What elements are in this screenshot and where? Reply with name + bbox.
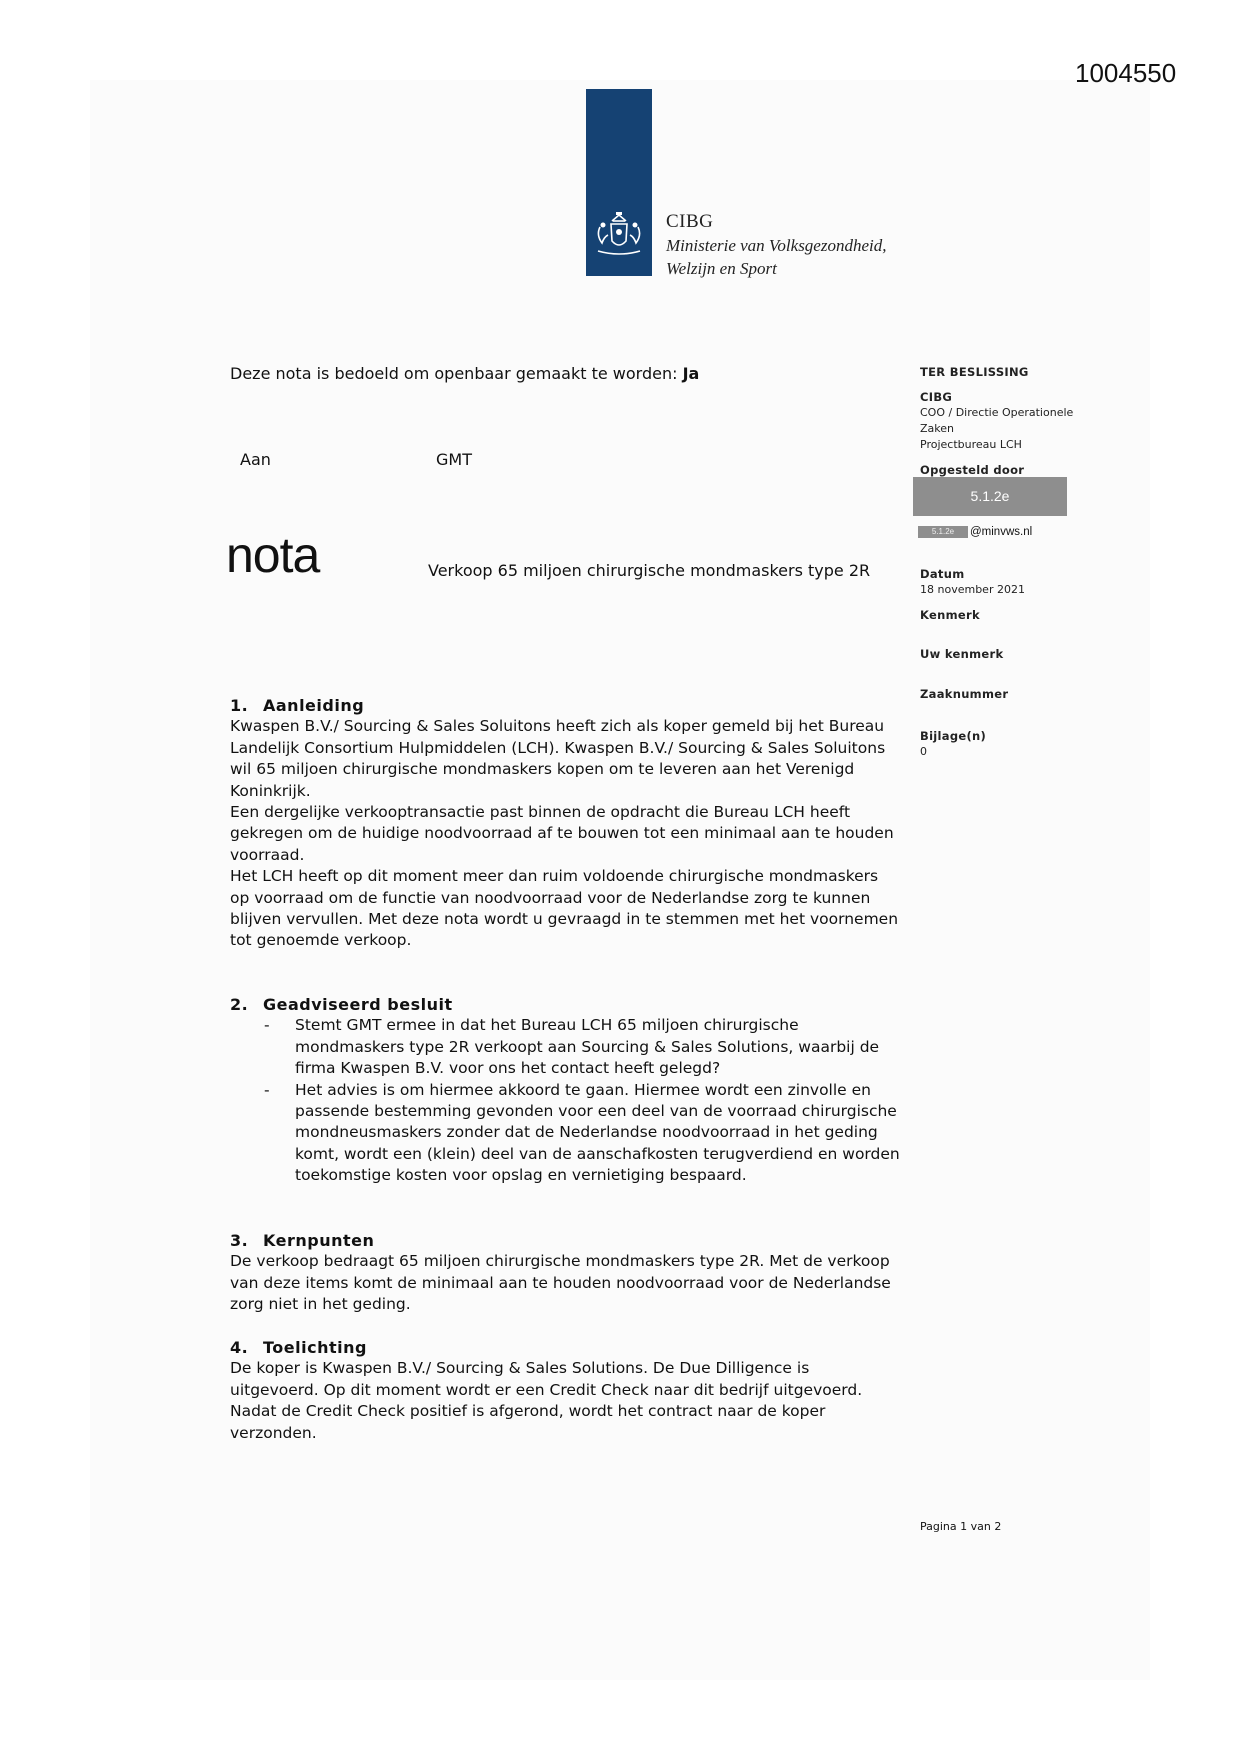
- section-heading: [230, 1230, 900, 1251]
- organisation-line: Projectbureau LCH: [920, 438, 1022, 451]
- datum-value: 18 november 2021: [920, 583, 1025, 596]
- organisation-block: [920, 389, 1073, 453]
- paragraph: Een dergelijke verkooptransactie past binnen de opdracht die Bureau LCH heeft gekregen om de huidige noodvoorraad af te bouwen tot een minimaal aan te houden voorraad.: [230, 803, 894, 864]
- subject-line: Verkoop 65 miljoen chirurgische mondmaskers type 2R: [428, 561, 871, 580]
- logo-ministry-line1: Ministerie van Volksgezondheid,: [666, 236, 887, 255]
- paragraph: Het LCH heeft op dit moment meer dan ruim voldoende chirurgische mondmaskers op voorraad om de functie van noodvoorraad voor de Nederlandse zorg te kunnen blijven vervullen. Met deze nota wordt u gevraagd in te stemmen met het voornemen tot genoemde verkoop.: [230, 867, 899, 950]
- document-type-title: nota: [226, 527, 320, 583]
- section-number: 1.: [230, 696, 249, 715]
- logo-text: [666, 210, 887, 280]
- zaaknummer-label: Zaaknummer: [920, 687, 1009, 701]
- uw-kenmerk-label: Uw kenmerk: [920, 647, 1004, 661]
- public-disclosure-answer: Ja: [682, 364, 700, 383]
- logo-ministry-line2: Welzijn en Sport: [666, 259, 777, 278]
- opgesteld-door-label: Opgesteld door: [920, 463, 1025, 477]
- paragraph: De koper is Kwaspen B.V./ Sourcing & Sales Solutions. De Due Dilligence is uitgevoerd. Op dit moment wordt er een Credit Check naar dit bedrijf uitgevoerd. Nadat de Credit Check positief is afgerond, wordt het contract naar de koper verzonden.: [230, 1359, 863, 1442]
- section-kernpunten: [230, 1230, 900, 1316]
- section-title: Kernpunten: [263, 1231, 375, 1250]
- bijlagen-value: 0: [920, 745, 927, 758]
- email-domain: @minvws.nl: [970, 526, 1033, 539]
- crest-icon: [590, 207, 648, 259]
- section-number: 4.: [230, 1338, 249, 1357]
- redacted-email-user: 5.1.2e: [918, 526, 968, 538]
- organisation-line: COO / Directie Operationele: [920, 406, 1074, 419]
- advice-list: [230, 1015, 906, 1186]
- section-heading: [230, 1337, 900, 1358]
- kenmerk-label: Kenmerk: [920, 608, 980, 622]
- ter-beslissing-label: TER BESLISSING: [920, 365, 1029, 379]
- section-toelichting: [230, 1337, 900, 1444]
- email-line: [918, 526, 1032, 538]
- public-disclosure-text: Deze nota is bedoeld om openbaar gemaakt te worden:: [230, 364, 678, 383]
- section-aanleiding: [230, 695, 900, 952]
- recipient-label: Aan: [240, 450, 271, 469]
- datum-label: Datum: [920, 567, 965, 581]
- list-item: - Het advies is om hiermee akkoord te gaan. Hiermee wordt een zinvolle en passende bestemming gevonden voor een deel van de voorraad chirurgische mondneusmaskers zonder dat de Nederlandse noodvoorraad in het geding komt, wordt een (klein) deel van de aanschafkosten terugverdiend en worden toekomstige kosten voor opslag en vernietiging bespaard.: [230, 1080, 906, 1187]
- page-number: Pagina 1 van 2: [920, 1520, 1002, 1533]
- document-number: 1004550: [1075, 58, 1177, 88]
- section-heading: [230, 695, 900, 716]
- organisation-heading: CIBG: [920, 390, 953, 404]
- section-title: Geadviseerd besluit: [263, 995, 453, 1014]
- redacted-name: 5.1.2e: [913, 477, 1067, 516]
- logo-org: CIBG: [666, 211, 714, 232]
- bijlagen-label: Bijlage(n): [920, 729, 987, 743]
- section-number: 3.: [230, 1231, 249, 1250]
- paragraph: Kwaspen B.V./ Sourcing & Sales Soluitons heeft zich als koper gemeld bij het Bureau Landelijk Consortium Hulpmiddelen (LCH). Kwaspen B.V./ Sourcing & Sales Soluitons wil 65 miljoen chirurgische mondmaskers kopen om te leveren aan het Verenigd Koninkrijk.: [230, 717, 886, 800]
- section-heading: [230, 994, 906, 1015]
- public-disclosure-line: [230, 364, 699, 383]
- section-geadviseerd-besluit: [230, 994, 906, 1187]
- organisation-line: Zaken: [920, 422, 954, 435]
- section-title: Aanleiding: [263, 696, 365, 715]
- recipient-value: GMT: [436, 450, 472, 469]
- paragraph: De verkoop bedraagt 65 miljoen chirurgische mondmaskers type 2R. Met de verkoop van deze items komt de minimaal aan te houden noodvoorraad voor de Nederlandse zorg niet in het geding.: [230, 1252, 891, 1314]
- list-item: - Stemt GMT ermee in dat het Bureau LCH 65 miljoen chirurgische mondmaskers type 2R verkoopt aan Sourcing & Sales Solutions, waarbij de firma Kwaspen B.V. voor ons het contact heeft gelegd?: [230, 1015, 906, 1079]
- section-title: Toelichting: [263, 1338, 367, 1357]
- section-number: 2.: [230, 995, 249, 1014]
